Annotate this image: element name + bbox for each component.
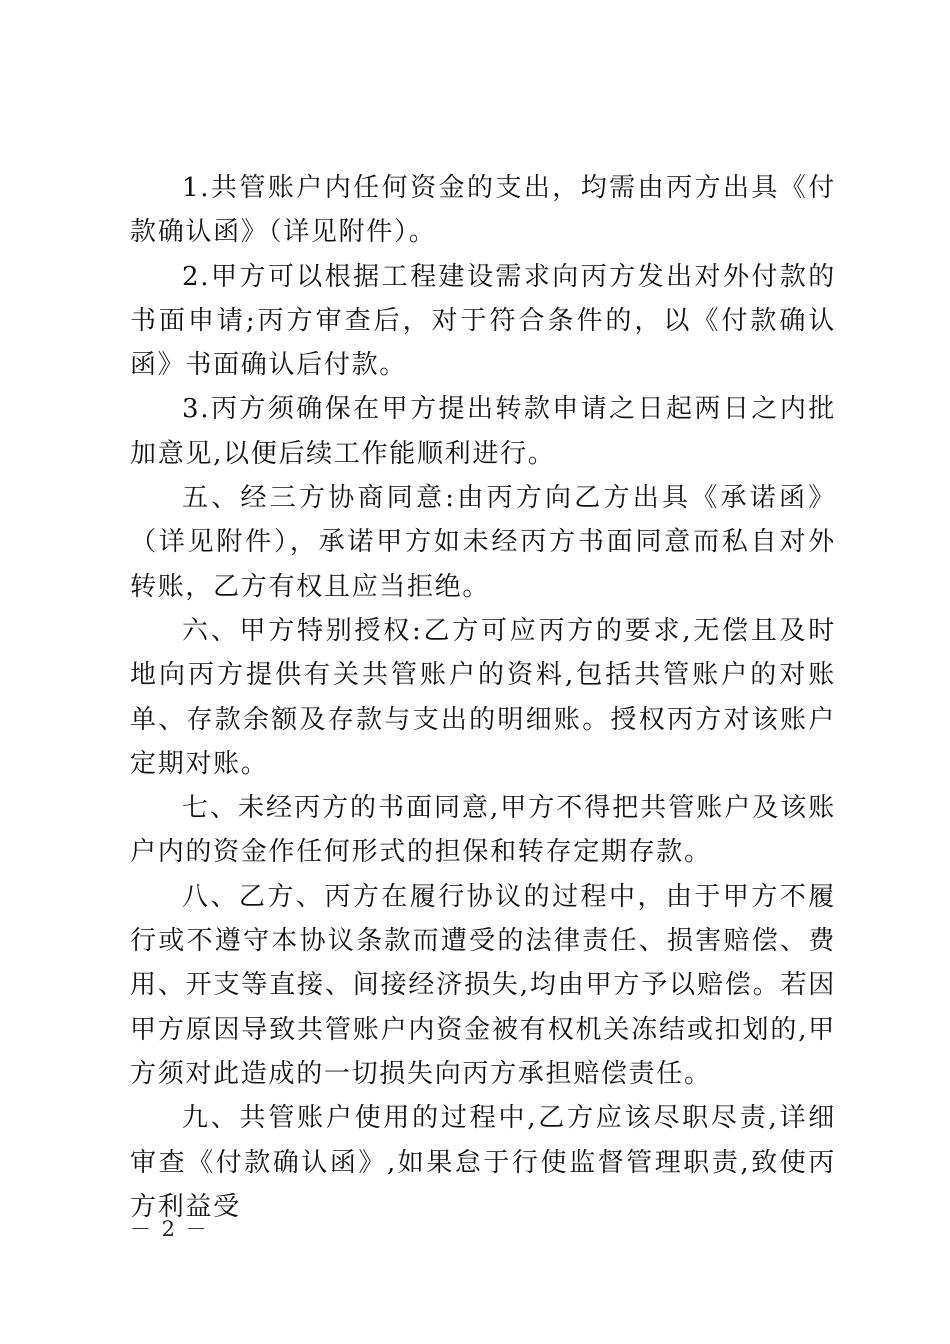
page-number: － 2 － — [130, 1217, 209, 1241]
clause-paragraph: 2.甲方可以根据工程建设需求向丙方发出对外付款的书面申请;丙方审查后，对于符合条件的，以《付款确认函》书面确认后付款。 — [130, 261, 836, 381]
clause-paragraph: 五、经三方协商同意:由丙方向乙方出具《承诺函》（详见附件），承诺甲方如未经丙方书面同意而私自对外转账，乙方有权且应当拒绝。 — [130, 483, 836, 602]
clause-paragraph: 九、共管账户使用的过程中,乙方应该尽职尽责,详细审查《付款确认函》,如果怠于行使监督管理职责,致使丙方利益受 — [130, 1103, 836, 1222]
document-body — [130, 166, 836, 1229]
clause-paragraph: 3.丙方须确保在甲方提出转款申请之日起两日之内批加意见,以便后续工作能顺利进行。 — [130, 394, 836, 469]
clause-paragraph: 1.共管账户内任何资金的支出，均需由丙方出具《付款确认函》（详见附件）。 — [130, 173, 836, 248]
clause-paragraph: 七、未经丙方的书面同意,甲方不得把共管账户及该账户内的资金作任何形式的担保和转存定期存款。 — [130, 793, 836, 868]
clause-paragraph: 八、乙方、丙方在履行协议的过程中，由于甲方不履行或不遵守本协议条款而遭受的法律责任、损害赔偿、费用、开支等直接、间接经济损失,均由甲方予以赔偿。若因甲方原因导致共管账户内资金被有权机关冻结或扣划的,甲方须对此造成的一切损失向丙方承担赔偿责任。 — [130, 881, 836, 1089]
clause-paragraph: 六、甲方特别授权:乙方可应丙方的要求,无偿且及时地向丙方提供有关共管账户的资料,包括共管账户的对账单、存款余额及存款与支出的明细账。授权丙方对该账户定期对账。 — [130, 615, 836, 779]
